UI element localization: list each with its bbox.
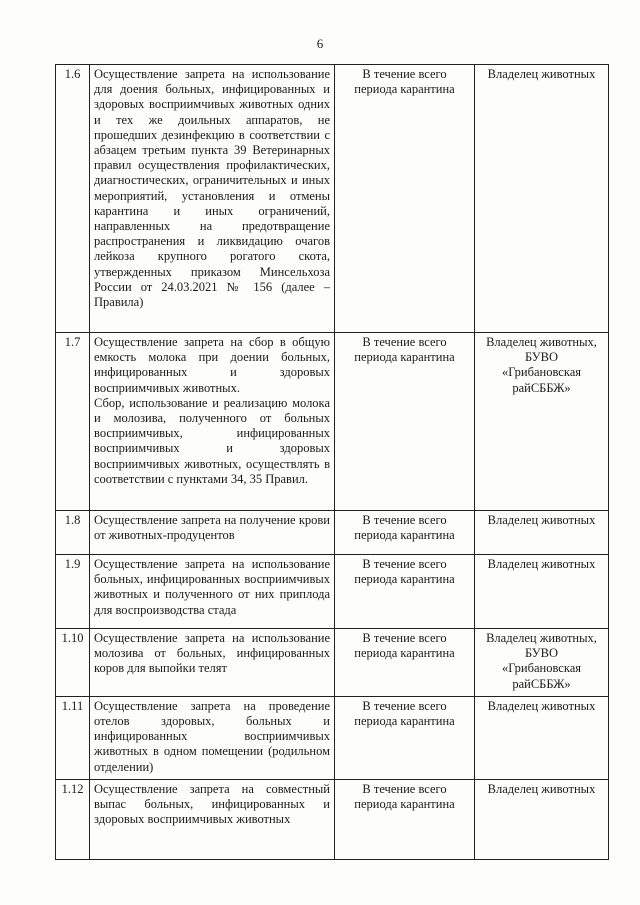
term-line: В течение всего — [362, 557, 447, 571]
measure-description — [90, 696, 335, 779]
responsible-line: БУВО — [525, 350, 558, 365]
measure-term — [335, 555, 475, 629]
measure-responsible — [475, 511, 609, 555]
measure-term — [335, 779, 475, 859]
measures-table-body — [56, 65, 609, 860]
measure-term — [335, 65, 475, 333]
measure-paragraph: Сбор, использование и реализацию молока и молозива, полученного от больных восприимчивых, инфицированных восприимчивых и здоровых восприимчивых животных, осуществлять в соответствии с пунктами 34, 35 Правил. — [94, 395, 330, 486]
measure-paragraph: Осуществление запрета на проведение отелов здоровых, больных и инфицированных восприимчивых животных в одном помещении (родильном отделении) — [94, 698, 330, 774]
measure-responsible — [475, 65, 609, 333]
responsible-line: Владелец животных — [487, 781, 596, 796]
table-row — [56, 65, 609, 333]
measure-paragraph: Осуществление запрета на использование для доения больных, инфицированных и здоровых восприимчивых животных одних и тех же доильных аппаратов, не прошедших дезинфекцию в соответствии с абзацем третьим пункта 39 Ветеринарных правил осуществления профилактических, диагностических, ограничительных и иных мероприятий, установления и отмены карантина и иных ограничений, направленных на предотвращение распространения и ликвидацию очагов лейкоза крупного рогатого скота, утвержденных приказом Минсельхоза России от 24.03.2021 № 156 (далее – Правила) — [94, 67, 330, 310]
measure-term — [335, 333, 475, 511]
table-row — [56, 629, 609, 697]
term-line: периода карантина — [354, 350, 455, 365]
responsible-line: «Грибановская — [501, 661, 582, 676]
measure-paragraph: Осуществление запрета на сбор в общую емкость молока при доении больных, инфицированных и здоровых восприимчивых животных. — [94, 335, 330, 395]
measure-description — [90, 511, 335, 555]
measure-term — [335, 511, 475, 555]
page-number: 6 — [316, 36, 324, 51]
table-row — [56, 696, 609, 779]
row-number: 1.6 — [56, 65, 90, 333]
responsible-line: Владелец животных, — [486, 335, 597, 349]
measures-table — [55, 64, 609, 860]
row-number: 1.9 — [56, 555, 90, 629]
responsible-line: Владелец животных — [487, 557, 596, 571]
responsible-line: Владелец животных — [487, 513, 596, 527]
measure-description — [90, 779, 335, 859]
measure-term — [335, 696, 475, 779]
measure-paragraph: Осуществление запрета на получение крови от животных-продуцентов — [94, 513, 330, 543]
term-line: В течение всего — [362, 631, 447, 645]
term-line: В течение всего — [362, 335, 447, 349]
term-line: периода карантина — [354, 528, 455, 543]
term-line: В течение всего — [362, 698, 447, 713]
term-line: В течение всего — [362, 781, 447, 796]
table-row — [56, 555, 609, 629]
row-number: 1.8 — [56, 511, 90, 555]
responsible-line: БУВО — [525, 646, 558, 661]
responsible-line: райСББЖ» — [512, 380, 571, 395]
term-line: В течение всего — [362, 513, 447, 527]
measure-responsible — [475, 779, 609, 859]
row-number: 1.7 — [56, 333, 90, 511]
table-row — [56, 333, 609, 511]
measure-description — [90, 555, 335, 629]
measure-paragraph: Осуществление запрета на совместный выпас больных, инфицированных и здоровых восприимчивых животных — [94, 781, 330, 827]
term-line: В течение всего — [362, 67, 447, 81]
measure-description — [90, 65, 335, 333]
measure-responsible — [475, 333, 609, 511]
measure-description — [90, 629, 335, 697]
measure-description — [90, 333, 335, 511]
measure-responsible — [475, 696, 609, 779]
row-number: 1.11 — [56, 696, 90, 779]
row-number: 1.12 — [56, 779, 90, 859]
term-line: периода карантина — [354, 714, 455, 729]
responsible-line: Владелец животных — [487, 698, 596, 713]
row-number: 1.10 — [56, 629, 90, 697]
table-row — [56, 511, 609, 555]
term-line: периода карантина — [354, 646, 455, 661]
table-row — [56, 779, 609, 859]
responsible-line: Владелец животных — [487, 67, 596, 81]
measure-paragraph: Осуществление запрета на использование молозива от больных, инфицированных коров для выпойки телят — [94, 631, 330, 676]
measure-term — [335, 629, 475, 697]
measure-responsible — [475, 555, 609, 629]
term-line: периода карантина — [354, 572, 455, 587]
measure-responsible — [475, 629, 609, 697]
responsible-line: Владелец животных, — [486, 631, 597, 645]
responsible-line: райСББЖ» — [512, 676, 571, 691]
term-line: периода карантина — [354, 797, 455, 812]
responsible-line: «Грибановская — [501, 365, 582, 380]
term-line: периода карантина — [354, 82, 455, 97]
measure-paragraph: Осуществление запрета на использование больных, инфицированных восприимчивых животных и полученного от них приплода для воспроизводства стада — [94, 557, 330, 617]
